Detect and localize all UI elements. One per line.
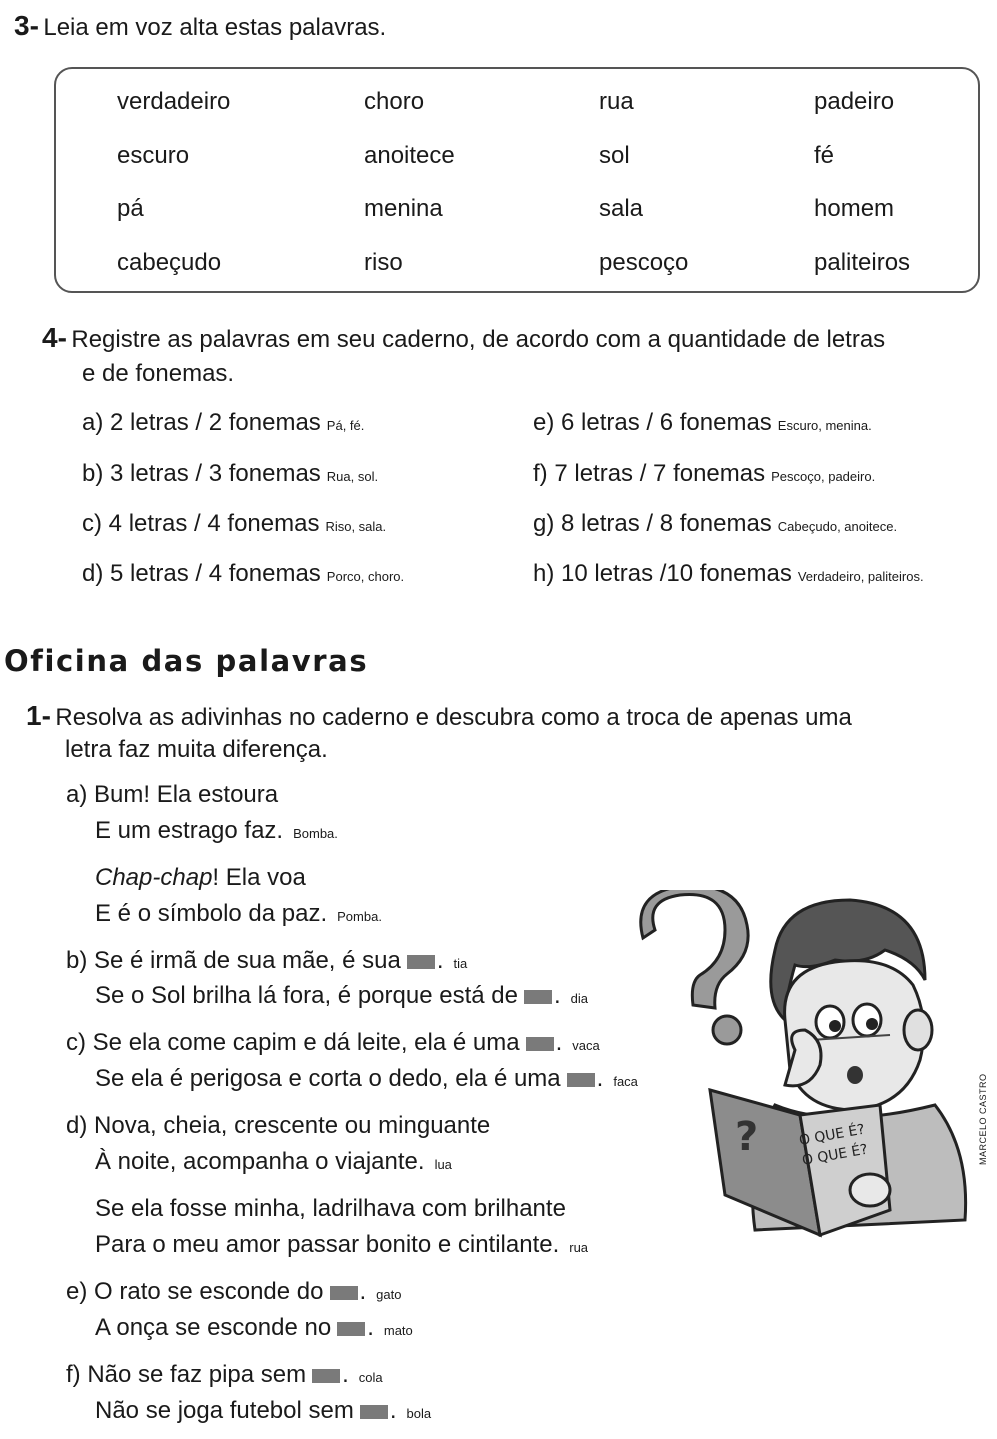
question-number: 1- — [26, 700, 51, 731]
q4-item-f — [533, 460, 875, 488]
item-letter: e) — [66, 1278, 88, 1305]
riddle-d-line-3 — [95, 1195, 566, 1223]
item-text: 7 letras / 7 fonemas — [554, 460, 766, 487]
book-title-2: O QUE É? — [800, 1141, 869, 1169]
riddle-answer: tia — [453, 956, 468, 971]
riddle-text-italic: Chap-chap — [95, 864, 213, 891]
q4-item-d — [82, 560, 404, 588]
punctuation: . — [555, 1029, 563, 1056]
q4-item-b — [82, 460, 378, 488]
riddle-c-line-1 — [66, 1029, 600, 1057]
riddle-text: A onça se esconde no — [95, 1314, 332, 1341]
item-text: 5 letras / 4 fonemas — [110, 560, 321, 587]
punctuation: . — [367, 1314, 374, 1341]
item-letter: g) — [533, 510, 555, 537]
riddle-answer: Pomba. — [337, 909, 382, 924]
word: padeiro — [814, 88, 895, 115]
question-prompt: Registre as palavras em seu caderno, de acordo com a quantidade de letras — [71, 326, 886, 353]
blank-box — [567, 1073, 595, 1087]
riddle-text: O rato se esconde do — [94, 1278, 324, 1305]
item-text: 10 letras /10 fonemas — [561, 560, 792, 587]
blank-box — [524, 990, 552, 1004]
riddle-answer: rua — [569, 1240, 589, 1255]
riddle-text: À noite, acompanha o viajante. — [95, 1148, 425, 1175]
riddle-answer: mato — [383, 1323, 413, 1338]
riddle-a-line-4 — [95, 900, 382, 928]
riddle-answer: bola — [406, 1406, 432, 1421]
item-answer: Rua, sol. — [326, 469, 379, 484]
riddle-answer: vaca — [572, 1038, 600, 1053]
question-1-header — [26, 700, 852, 732]
riddle-text: E um estrago faz. — [95, 817, 284, 844]
item-letter: f) — [66, 1361, 81, 1388]
q4-item-g — [533, 510, 897, 538]
riddle-answer: cola — [358, 1370, 383, 1385]
riddle-a-line-1 — [66, 781, 278, 809]
blank-box — [407, 955, 435, 969]
word: riso — [364, 249, 403, 276]
punctuation: . — [596, 1065, 604, 1092]
question-4-header — [42, 322, 885, 354]
q4-item-c — [82, 510, 386, 538]
item-answer: Pá, fé. — [326, 418, 365, 433]
riddle-d-line-2 — [95, 1148, 452, 1176]
riddle-text: Nova, cheia, crescente ou minguante — [94, 1112, 491, 1139]
q4-item-e — [533, 409, 872, 437]
item-letter: h) — [533, 560, 555, 587]
word: homem — [814, 195, 895, 222]
riddle-answer: gato — [376, 1287, 402, 1302]
question-3-header — [14, 10, 386, 42]
word: pescoço — [599, 249, 689, 276]
item-letter: d) — [66, 1112, 88, 1139]
riddle-text: Se ela é perigosa e corta o dedo, ela é uma — [95, 1065, 561, 1092]
word: anoitece — [364, 142, 455, 169]
riddle-d-line-1 — [66, 1112, 490, 1140]
question-number: 4- — [42, 322, 67, 353]
riddle-text: E é o símbolo da paz. — [95, 900, 328, 927]
blank-box — [312, 1369, 340, 1383]
item-letter: b) — [66, 947, 88, 974]
boy-reading-illustration — [635, 890, 980, 1250]
riddle-text: Não se faz pipa sem — [87, 1361, 307, 1388]
word: choro — [364, 88, 425, 115]
illustration-credit: MARCELO CASTRO — [978, 1073, 988, 1165]
item-text: 4 letras / 4 fonemas — [108, 510, 320, 537]
item-answer: Porco, choro. — [326, 569, 405, 584]
word: sol — [599, 142, 630, 169]
riddle-f-line-1 — [66, 1361, 383, 1389]
riddle-answer: faca — [613, 1074, 638, 1089]
question-number: 3- — [14, 10, 39, 41]
word: rua — [599, 88, 634, 115]
item-letter: c) — [82, 510, 102, 537]
riddle-text: Para o meu amor passar bonito e cintilante. — [95, 1231, 560, 1258]
q4-item-a — [82, 409, 364, 437]
item-letter: d) — [82, 560, 104, 587]
word: menina — [364, 195, 443, 222]
question-prompt: Resolva as adivinhas no caderno e descubra como a troca de apenas uma — [55, 704, 852, 731]
item-text: 2 letras / 2 fonemas — [110, 409, 321, 436]
item-text: 6 letras / 6 fonemas — [561, 409, 772, 436]
blank-box — [330, 1286, 358, 1300]
svg-text:?: ? — [735, 1114, 759, 1160]
riddle-c-line-2 — [95, 1065, 638, 1093]
riddle-e-line-1 — [66, 1278, 401, 1306]
item-text: 8 letras / 8 fonemas — [561, 510, 772, 537]
punctuation: . — [436, 947, 444, 974]
item-letter: a) — [66, 781, 88, 808]
riddle-text: Se ela fosse minha, ladrilhava com brilhante — [95, 1195, 566, 1222]
riddle-answer: lua — [434, 1157, 452, 1172]
question-prompt-cont: e de fonemas. — [82, 360, 235, 387]
riddle-e-line-2 — [95, 1314, 413, 1342]
item-letter: c) — [66, 1029, 86, 1056]
riddle-b-line-1 — [66, 947, 467, 975]
riddle-text: Não se joga futebol sem — [95, 1397, 354, 1424]
punctuation: . — [359, 1278, 367, 1305]
word: fé — [814, 142, 835, 169]
item-answer: Pescoço, padeiro. — [771, 469, 876, 484]
riddle-text: ! Ela voa — [212, 864, 306, 891]
word: sala — [599, 195, 644, 222]
punctuation: . — [342, 1361, 349, 1388]
book-title-1: O QUE É? — [797, 1121, 866, 1149]
question-prompt: Leia em voz alta estas palavras. — [43, 14, 387, 41]
question-mark-icon — [641, 890, 748, 1044]
section-title: Oficina das palavras — [4, 644, 369, 678]
riddle-text: Bum! Ela estoura — [94, 781, 279, 808]
item-text: 3 letras / 3 fonemas — [110, 460, 321, 487]
item-answer: Escuro, menina. — [777, 418, 872, 433]
blank-box — [360, 1405, 388, 1419]
riddle-answer: Bomba. — [293, 826, 338, 841]
word: pá — [117, 195, 144, 222]
question-prompt-cont: letra faz muita diferença. — [65, 736, 328, 763]
word: escuro — [117, 142, 190, 169]
item-letter: e) — [533, 409, 555, 436]
item-answer: Riso, sala. — [325, 519, 387, 534]
item-answer: Cabeçudo, anoitece. — [777, 519, 898, 534]
word: paliteiros — [814, 249, 911, 276]
blank-box — [526, 1037, 554, 1051]
item-letter: a) — [82, 409, 104, 436]
item-letter: f) — [533, 460, 548, 487]
riddle-text: Se o Sol brilha lá fora, é porque está de — [95, 982, 518, 1009]
q4-item-h — [533, 560, 924, 588]
riddle-answer: dia — [570, 991, 588, 1006]
punctuation: . — [389, 1397, 397, 1424]
item-letter: b) — [82, 460, 104, 487]
riddle-a-line-2 — [95, 817, 338, 845]
blank-box — [337, 1322, 365, 1336]
item-answer: Verdadeiro, paliteiros. — [797, 569, 924, 584]
word: verdadeiro — [117, 88, 231, 115]
riddle-text: Se ela come capim e dá leite, ela é uma — [92, 1029, 520, 1056]
riddle-a-line-3 — [95, 864, 306, 892]
riddle-d-line-4 — [95, 1231, 588, 1259]
punctuation: . — [553, 982, 561, 1009]
riddle-f-line-2 — [95, 1397, 431, 1425]
word: cabeçudo — [117, 249, 222, 276]
riddle-text: Se é irmã de sua mãe, é sua — [94, 947, 401, 974]
riddle-b-line-2 — [95, 982, 588, 1010]
